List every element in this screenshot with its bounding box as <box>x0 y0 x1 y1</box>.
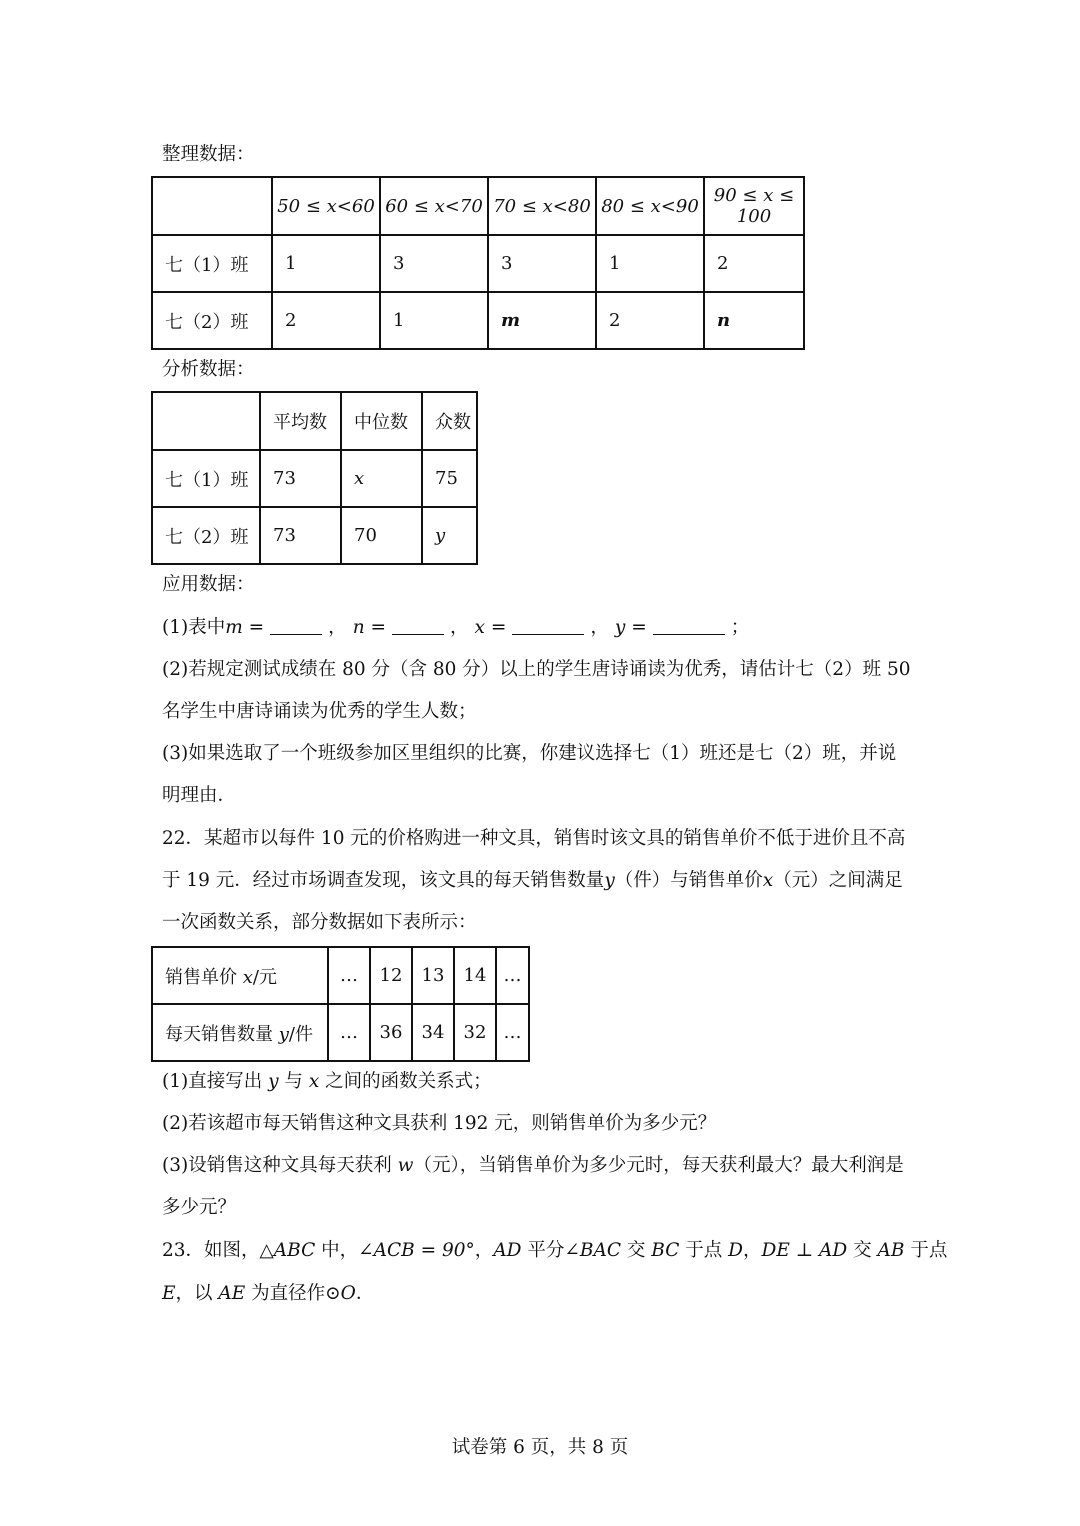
price-sales-table <box>151 946 530 1062</box>
table-cell: 34 <box>412 1004 454 1061</box>
table-cell: 3 <box>380 235 488 292</box>
statistics-table <box>151 391 478 565</box>
table-cell: 73 <box>260 450 341 507</box>
table-cell: 七（2）班 <box>152 292 272 349</box>
q21-part1: (1)表中m = ， n = ， x = ， y = ； <box>162 617 750 638</box>
q22-part3-line2: 多少元？ <box>162 1197 237 1218</box>
table-cell: … <box>328 947 370 1004</box>
table-header-row <box>152 177 804 235</box>
answer-blank-n[interactable] <box>392 616 444 635</box>
table-cell: 1 <box>272 235 380 292</box>
table-cell: 12 <box>370 947 412 1004</box>
table-cell: n <box>704 292 804 349</box>
answer-blank-x[interactable] <box>512 616 584 635</box>
table-cell: 七（2）班 <box>152 507 260 564</box>
table-row <box>152 450 477 507</box>
table-cell: 销售单价 x/元 <box>152 947 328 1004</box>
answer-blank-m[interactable] <box>270 616 322 635</box>
table-header-cell: 中位数 <box>341 392 422 450</box>
table-cell: 70 <box>341 507 422 564</box>
section-analyze-label: 分析数据： <box>162 359 255 380</box>
page-footer: 试卷第 6 页，共 8 页 <box>451 1437 629 1458</box>
q22-line3: 一次函数关系，部分数据如下表所示： <box>162 912 477 933</box>
table-header-row <box>152 392 477 450</box>
q21-part2-line1: (2)若规定测试成绩在 80 分（含 80 分）以上的学生唐诗诵读为优秀，请估计七（2）班 50 <box>162 659 911 680</box>
q21-part3-line1: (3)如果选取了一个班级参加区里组织的比赛，你建议选择七（1）班还是七（2）班，并说 <box>162 743 897 764</box>
table-cell <box>152 392 260 450</box>
table-cell: … <box>328 1004 370 1061</box>
table-header-cell: 众数 <box>422 392 477 450</box>
table-cell: 32 <box>454 1004 496 1061</box>
q22-line1: 22．某超市以每件 10 元的价格购进一种文具，销售时该文具的销售单价不低于进价且不高 <box>162 828 906 849</box>
table-cell: m <box>488 292 596 349</box>
q21-part3-line2: 明理由． <box>162 785 237 806</box>
frequency-table <box>151 176 805 350</box>
q23-line1: 23．如图，△ABC 中，∠ACB = 90°，AD 平分∠BAC 交 BC 于点 D，DE ⊥ AD 交 AB 于点 <box>162 1240 948 1261</box>
table-cell <box>152 177 272 235</box>
table-cell: 13 <box>412 947 454 1004</box>
q22-line2: 于 19 元．经过市场调查发现，该文具的每天销售数量y（件）与销售单价x（元）之间满足 <box>162 870 903 891</box>
section-organize-label: 整理数据： <box>162 144 255 165</box>
table-cell: 1 <box>380 292 488 349</box>
table-cell: y <box>422 507 477 564</box>
table-header-cell: 70 ≤ x<80 <box>488 177 596 235</box>
table-cell: 73 <box>260 507 341 564</box>
table-cell: 14 <box>454 947 496 1004</box>
q22-part3-line1: (3)设销售这种文具每天获利 w（元），当销售单价为多少元时，每天获利最大？最大利润是 <box>162 1155 904 1176</box>
table-header-cell: 平均数 <box>260 392 341 450</box>
q22-part1: (1)直接写出 y 与 x 之间的函数关系式； <box>162 1071 492 1092</box>
table-header-cell: 80 ≤ x<90 <box>596 177 704 235</box>
table-cell: … <box>496 1004 529 1061</box>
table-header-cell: 50 ≤ x<60 <box>272 177 380 235</box>
table-cell: 每天销售数量 y/件 <box>152 1004 328 1061</box>
q22-part2: (2)若该超市每天销售这种文具获利 192 元，则销售单价为多少元？ <box>162 1113 717 1134</box>
q23-line2: E，以 AE 为直径作⊙O． <box>162 1283 375 1304</box>
answer-blank-y[interactable] <box>653 616 725 635</box>
table-cell: 1 <box>596 235 704 292</box>
table-cell: 2 <box>704 235 804 292</box>
q21-part2-line2: 名学生中唐诗诵读为优秀的学生人数； <box>162 701 477 722</box>
table-row <box>152 1004 529 1061</box>
section-apply-label: 应用数据： <box>162 574 255 595</box>
table-header-cell: 90 ≤ x ≤ 100 <box>704 177 804 235</box>
table-cell: … <box>496 947 529 1004</box>
table-cell: x <box>341 450 422 507</box>
table-cell: 75 <box>422 450 477 507</box>
table-row <box>152 947 529 1004</box>
table-row <box>152 292 804 349</box>
table-header-cell: 60 ≤ x<70 <box>380 177 488 235</box>
table-cell: 36 <box>370 1004 412 1061</box>
table-row <box>152 507 477 564</box>
table-cell: 七（1）班 <box>152 450 260 507</box>
table-cell: 七（1）班 <box>152 235 272 292</box>
table-cell: 3 <box>488 235 596 292</box>
table-cell: 2 <box>596 292 704 349</box>
table-row <box>152 235 804 292</box>
table-cell: 2 <box>272 292 380 349</box>
